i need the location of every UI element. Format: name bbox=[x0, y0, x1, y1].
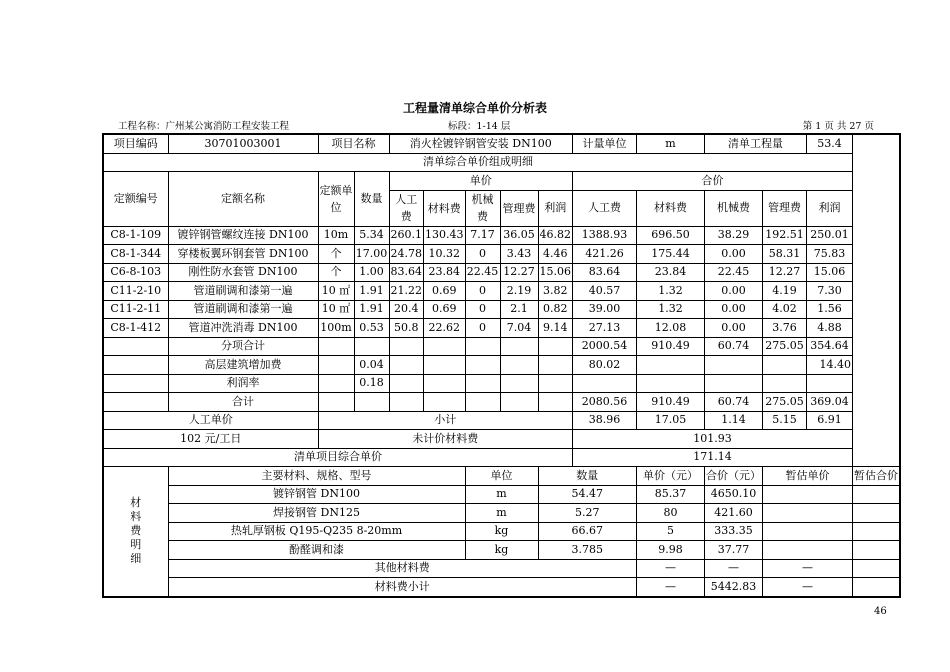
page-title: 工程量清单综合单价分析表 bbox=[402, 101, 547, 115]
material-subtotal-a: — bbox=[637, 578, 705, 597]
mat-qty: 54.47 bbox=[538, 485, 637, 504]
mat-uprice: 5 bbox=[637, 522, 705, 541]
highrise-row bbox=[103, 356, 900, 375]
quota-cell: 12.27 bbox=[763, 263, 807, 282]
material-side-label bbox=[103, 467, 168, 597]
other-material-row bbox=[103, 559, 900, 578]
quota-cell: 83.64 bbox=[389, 263, 424, 282]
col-labor: 人工费 bbox=[389, 190, 424, 226]
sheet-meta bbox=[102, 118, 884, 132]
col-material-total: 材料费 bbox=[637, 190, 705, 226]
profit-rate-row bbox=[103, 374, 900, 393]
quota-cell: 0 bbox=[465, 245, 500, 264]
quota-cell: 27.13 bbox=[573, 319, 637, 338]
quota-cell: 1.32 bbox=[637, 282, 705, 301]
quota-cell: 3.82 bbox=[538, 282, 573, 301]
quota-cell: 75.83 bbox=[807, 245, 853, 264]
mat-tprice: 37.77 bbox=[705, 541, 763, 560]
quota-cell: 250.01 bbox=[807, 226, 853, 245]
other-material-b: — bbox=[705, 559, 763, 578]
quota-cell: 0.82 bbox=[538, 300, 573, 319]
mat-qty: 66.67 bbox=[538, 522, 637, 541]
highrise-profit: 14.40 bbox=[807, 356, 853, 375]
mat-qty: 3.785 bbox=[538, 541, 637, 560]
quota-cell: 39.00 bbox=[573, 300, 637, 319]
quota-cell: 7.30 bbox=[807, 282, 853, 301]
profit-rate-label: 利润率 bbox=[168, 374, 318, 393]
quota-row bbox=[103, 263, 900, 282]
quota-cell: C6-8-103 bbox=[103, 263, 168, 282]
material-row bbox=[103, 485, 900, 504]
quota-cell: 7.17 bbox=[465, 226, 500, 245]
quota-cell: 3.76 bbox=[763, 319, 807, 338]
project-name: 工程名称：广州某公寓消防工程安装工程 bbox=[118, 121, 290, 132]
total-label: 合计 bbox=[168, 393, 318, 412]
mat-tprice: 4650.10 bbox=[705, 485, 763, 504]
col-qty: 数量 bbox=[354, 172, 389, 227]
quota-cell: 4.19 bbox=[763, 282, 807, 301]
quota-cell: 36.05 bbox=[500, 226, 538, 245]
other-material-c: — bbox=[763, 559, 853, 578]
mat-col-est-t: 暂估合价 bbox=[853, 467, 901, 486]
col-unit-price: 单价 bbox=[389, 172, 573, 191]
col-profit: 利润 bbox=[538, 190, 573, 226]
quota-cell: 4.02 bbox=[763, 300, 807, 319]
quota-cell: 24.78 bbox=[389, 245, 424, 264]
highrise-label: 高层建筑增加费 bbox=[168, 356, 318, 375]
quota-cell: 管道刷调和漆第一遍 bbox=[168, 300, 318, 319]
col-profit-total: 利润 bbox=[807, 190, 853, 226]
mat-unit: kg bbox=[465, 522, 538, 541]
material-subtotal-label: 材料费小计 bbox=[168, 578, 637, 597]
quota-cell: 7.04 bbox=[500, 319, 538, 338]
other-material-label: 其他材料费 bbox=[168, 559, 637, 578]
name-value: 消火栓镀锌钢管安装 DN100 bbox=[389, 134, 573, 153]
col-code: 定额编号 bbox=[103, 172, 168, 227]
mat-col-tprice: 合价（元） bbox=[705, 467, 763, 486]
quota-cell: 1.91 bbox=[354, 282, 389, 301]
subtotal-cell: 275.05 bbox=[763, 337, 807, 356]
xiaoji-cell: 1.14 bbox=[705, 411, 763, 430]
quota-cell: 100m bbox=[318, 319, 354, 338]
quota-cell: 21.22 bbox=[389, 282, 424, 301]
section-info: 标段：1-14 层 bbox=[448, 121, 511, 132]
unpriced-label: 未计价材料费 bbox=[318, 430, 573, 449]
quota-cell: 9.14 bbox=[538, 319, 573, 338]
quota-cell: 421.26 bbox=[573, 245, 637, 264]
quota-cell: 192.51 bbox=[763, 226, 807, 245]
quota-cell: 3.43 bbox=[500, 245, 538, 264]
quota-cell: 22.62 bbox=[424, 319, 466, 338]
subtotal-label: 分项合计 bbox=[168, 337, 318, 356]
quota-cell: 4.46 bbox=[538, 245, 573, 264]
quota-row bbox=[103, 226, 900, 245]
quota-cell: 管道冲洗消毒 DN100 bbox=[168, 319, 318, 338]
quota-cell: 穿楼板翼环钢套管 DN100 bbox=[168, 245, 318, 264]
quota-cell: 83.64 bbox=[573, 263, 637, 282]
material-subtotal-b: 5442.83 bbox=[705, 578, 763, 597]
qty-value: 53.4 bbox=[807, 134, 853, 153]
quota-cell: 58.31 bbox=[763, 245, 807, 264]
material-side-text: 材 料 费 明 细 bbox=[130, 496, 142, 566]
quota-cell: C11-2-10 bbox=[103, 282, 168, 301]
quota-cell: 5.34 bbox=[354, 226, 389, 245]
mat-col-unit: 单位 bbox=[465, 467, 538, 486]
col-total-price: 合价 bbox=[573, 172, 853, 191]
quota-cell: 1388.93 bbox=[573, 226, 637, 245]
quota-cell: 15.06 bbox=[538, 263, 573, 282]
quota-cell: 4.88 bbox=[807, 319, 853, 338]
quota-cell: 0.69 bbox=[424, 300, 466, 319]
mat-col-est-u: 暂估单价 bbox=[763, 467, 853, 486]
total-cell: 60.74 bbox=[705, 393, 763, 412]
quota-cell: 260.1 bbox=[389, 226, 424, 245]
mat-col-uprice: 单价（元） bbox=[637, 467, 705, 486]
mat-name: 镀锌钢管 DN100 bbox=[168, 485, 465, 504]
section-title: 清单综合单价组成明细 bbox=[103, 153, 853, 172]
quota-cell: 1.00 bbox=[354, 263, 389, 282]
col-machine-total: 机械费 bbox=[705, 190, 763, 226]
qty-label: 清单工程量 bbox=[705, 134, 807, 153]
material-header-row bbox=[103, 467, 900, 486]
quota-cell: 22.45 bbox=[705, 263, 763, 282]
quota-cell: 0.00 bbox=[705, 282, 763, 301]
quota-cell: 10 ㎡ bbox=[318, 282, 354, 301]
quota-cell: 15.06 bbox=[807, 263, 853, 282]
profit-rate-value: 0.18 bbox=[354, 374, 389, 393]
xiaoji-cell: 6.91 bbox=[807, 411, 853, 430]
page-number: 46 bbox=[874, 606, 887, 617]
subtotal-cell: 910.49 bbox=[637, 337, 705, 356]
quota-cell: 2.1 bbox=[500, 300, 538, 319]
total-cell: 910.49 bbox=[637, 393, 705, 412]
quota-cell: 0.53 bbox=[354, 319, 389, 338]
material-row bbox=[103, 541, 900, 560]
page-info: 第 1 页 共 27 页 bbox=[802, 121, 874, 132]
header-row bbox=[103, 134, 900, 153]
quota-cell: 1.56 bbox=[807, 300, 853, 319]
quota-cell: 0 bbox=[465, 282, 500, 301]
name-label: 项目名称 bbox=[318, 134, 389, 153]
mat-unit: m bbox=[465, 485, 538, 504]
quota-cell: 46.82 bbox=[538, 226, 573, 245]
composite-label: 清单项目综合单价 bbox=[103, 448, 573, 467]
col-unit: 定额单位 bbox=[318, 172, 354, 227]
quota-cell: 0.00 bbox=[705, 245, 763, 264]
quota-cell: 1.91 bbox=[354, 300, 389, 319]
mat-unit: kg bbox=[465, 541, 538, 560]
other-material-a: — bbox=[637, 559, 705, 578]
quota-cell: 696.50 bbox=[637, 226, 705, 245]
quota-cell: 2.19 bbox=[500, 282, 538, 301]
material-row bbox=[103, 504, 900, 523]
mat-unit: m bbox=[465, 504, 538, 523]
mat-name: 焊接钢管 DN125 bbox=[168, 504, 465, 523]
composite-value: 171.14 bbox=[573, 448, 853, 467]
xiaoji-label: 小计 bbox=[318, 411, 573, 430]
material-subtotal-c: — bbox=[763, 578, 853, 597]
quota-cell: 个 bbox=[318, 245, 354, 264]
quota-cell: C8-1-109 bbox=[103, 226, 168, 245]
quota-cell: 0.00 bbox=[705, 319, 763, 338]
xiaoji-cell: 38.96 bbox=[573, 411, 637, 430]
quota-cell: 20.4 bbox=[389, 300, 424, 319]
xiaoji-cell: 17.05 bbox=[637, 411, 705, 430]
quota-cell: C8-1-412 bbox=[103, 319, 168, 338]
quota-cell: C8-1-344 bbox=[103, 245, 168, 264]
mat-uprice: 80 bbox=[637, 504, 705, 523]
total-cell: 369.04 bbox=[807, 393, 853, 412]
quota-cell: 个 bbox=[318, 263, 354, 282]
quota-row bbox=[103, 300, 900, 319]
mat-uprice: 9.98 bbox=[637, 541, 705, 560]
col-material: 材料费 bbox=[424, 190, 466, 226]
mat-uprice: 85.37 bbox=[637, 485, 705, 504]
quota-cell: 12.08 bbox=[637, 319, 705, 338]
mat-qty: 5.27 bbox=[538, 504, 637, 523]
quota-cell: 23.84 bbox=[424, 263, 466, 282]
quota-cell: C11-2-11 bbox=[103, 300, 168, 319]
quota-row bbox=[103, 245, 900, 264]
mat-col-name: 主要材料、规格、型号 bbox=[168, 467, 465, 486]
col-labor-total: 人工费 bbox=[573, 190, 637, 226]
labor-price-value: 102 元/工日 bbox=[103, 430, 318, 449]
quota-cell: 38.29 bbox=[705, 226, 763, 245]
code-label: 项目编码 bbox=[103, 134, 168, 153]
mat-tprice: 333.35 bbox=[705, 522, 763, 541]
col-mgmt: 管理费 bbox=[500, 190, 538, 226]
quota-cell: 23.84 bbox=[637, 263, 705, 282]
code-value: 30701003001 bbox=[168, 134, 318, 153]
quota-cell: 10m bbox=[318, 226, 354, 245]
xiaoji-cell: 5.15 bbox=[763, 411, 807, 430]
unit-label: 计量单位 bbox=[573, 134, 637, 153]
highrise-rate: 0.04 bbox=[354, 356, 389, 375]
col-machine: 机械费 bbox=[465, 190, 500, 226]
quota-cell: 10 ㎡ bbox=[318, 300, 354, 319]
total-row bbox=[103, 393, 900, 412]
analysis-table bbox=[102, 133, 901, 598]
mat-name: 热轧厚钢板 Q195-Q235 8-20mm bbox=[168, 522, 465, 541]
total-cell: 275.05 bbox=[763, 393, 807, 412]
subtotal-cell: 2000.54 bbox=[573, 337, 637, 356]
unpriced-value: 101.93 bbox=[573, 430, 853, 449]
quota-cell: 0 bbox=[465, 300, 500, 319]
quota-cell: 40.57 bbox=[573, 282, 637, 301]
quota-cell: 0.69 bbox=[424, 282, 466, 301]
labor-price-label: 人工单价 bbox=[103, 411, 318, 430]
quota-cell: 17.00 bbox=[354, 245, 389, 264]
mat-name: 酚醛调和漆 bbox=[168, 541, 465, 560]
subtotal-cell: 354.64 bbox=[807, 337, 853, 356]
highrise-labor: 80.02 bbox=[573, 356, 637, 375]
subtotal-row bbox=[103, 337, 900, 356]
composite-row bbox=[103, 448, 900, 467]
subtotal-cell: 60.74 bbox=[705, 337, 763, 356]
quota-cell: 1.32 bbox=[637, 300, 705, 319]
quota-row bbox=[103, 319, 900, 338]
mat-col-qty: 数量 bbox=[538, 467, 637, 486]
unit-value: m bbox=[637, 134, 705, 153]
col-name: 定额名称 bbox=[168, 172, 318, 227]
quota-cell: 175.44 bbox=[637, 245, 705, 264]
material-subtotal-row bbox=[103, 578, 900, 597]
quota-cell: 12.27 bbox=[500, 263, 538, 282]
total-cell: 2080.56 bbox=[573, 393, 637, 412]
material-row bbox=[103, 522, 900, 541]
quota-cell: 镀锌钢管螺纹连接 DN100 bbox=[168, 226, 318, 245]
quota-cell: 50.8 bbox=[389, 319, 424, 338]
quota-cell: 刚性防水套管 DN100 bbox=[168, 263, 318, 282]
quota-cell: 管道刷调和漆第一遍 bbox=[168, 282, 318, 301]
quota-cell: 0 bbox=[465, 319, 500, 338]
mat-tprice: 421.60 bbox=[705, 504, 763, 523]
quota-row bbox=[103, 282, 900, 301]
quota-cell: 130.43 bbox=[424, 226, 466, 245]
col-mgmt-total: 管理费 bbox=[763, 190, 807, 226]
quota-cell: 0.00 bbox=[705, 300, 763, 319]
quota-cell: 10.32 bbox=[424, 245, 466, 264]
labor-price-row bbox=[103, 411, 900, 430]
unpriced-row bbox=[103, 430, 900, 449]
quota-cell: 22.45 bbox=[465, 263, 500, 282]
